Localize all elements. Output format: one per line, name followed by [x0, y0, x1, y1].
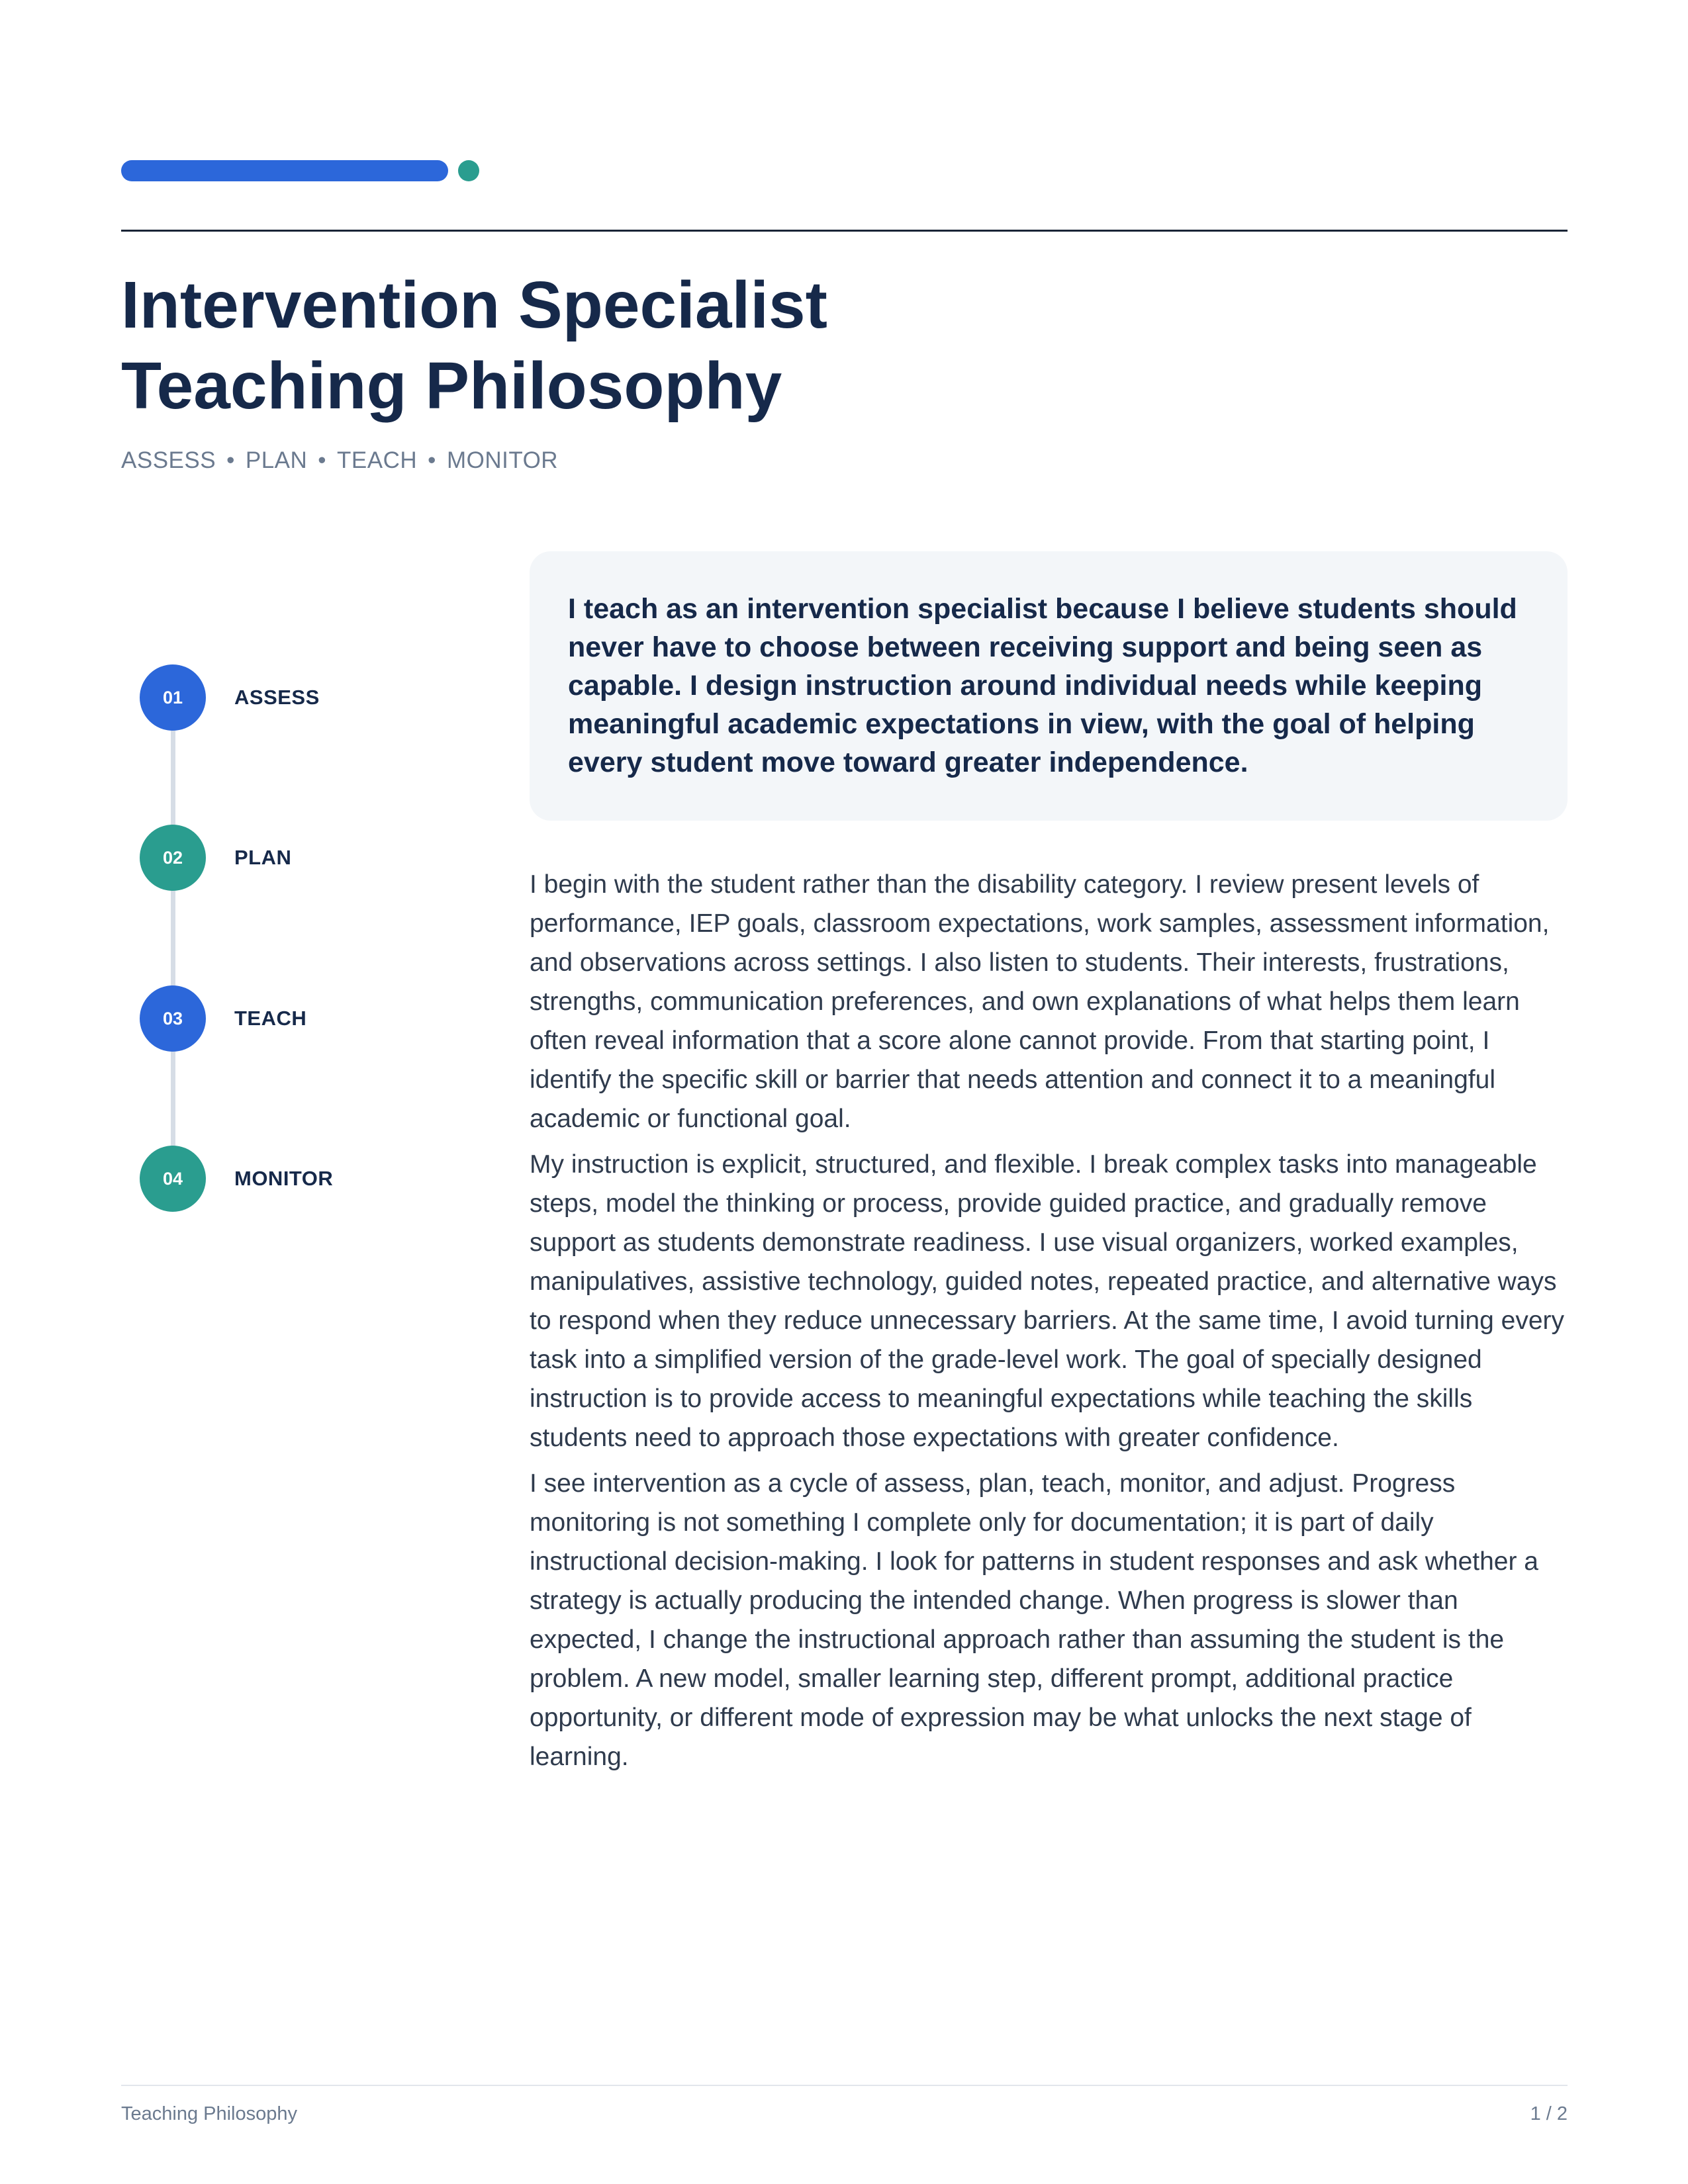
accent-dot [458, 160, 479, 181]
step-number-badge: 02 [140, 825, 206, 891]
timeline-step-plan [140, 825, 291, 891]
timeline-step-assess [140, 664, 320, 731]
accent-bar [121, 160, 448, 181]
step-number-badge: 03 [140, 985, 206, 1052]
subtitle-item-monitor: MONITOR [446, 447, 559, 473]
subtitle-separator: • [318, 447, 327, 473]
step-label: ASSESS [234, 686, 320, 709]
philosophy-callout [530, 551, 1568, 821]
page-title [121, 265, 827, 426]
subtitle-separator: • [428, 447, 436, 473]
body-text [530, 865, 1570, 1783]
step-label: TEACH [234, 1007, 307, 1030]
step-number-badge: 04 [140, 1146, 206, 1212]
subtitle-item-assess: ASSESS [121, 447, 216, 473]
footer-divider [121, 2085, 1568, 2086]
footer-document-title: Teaching Philosophy [121, 2103, 298, 2124]
timeline-step-teach [140, 985, 306, 1052]
footer-page-number: 1 / 2 [1530, 2103, 1568, 2124]
subtitle-steps [121, 447, 558, 474]
paragraph-assess: I begin with the student rather than the disability category. I review present levels of performance, IEP goals, classroom expectations, work samples, assessment information, and observations across settings. I also listen to students. Their interests, frustrations, strengths, communication preferences, and own explanations of what helps them learn often reveal information that a score alone cannot provide. From that starting point, I identify the specific skill or barrier that needs attention and connect it to a meaningful academic or functional goal. [530, 870, 1550, 1133]
step-label: PLAN [234, 846, 292, 869]
timeline-step-monitor [140, 1146, 333, 1212]
paragraph-intervention-cycle: I see intervention as a cycle of assess, plan, teach, monitor, and adjust. Progress monitoring is not something I complete only for documentation; it is part of daily instructional decision-making. I look for patterns in student responses and ask whether a strategy is actually producing the intended change. When progress is slower than expected, I change the instructional approach rather than assuming the student is the problem. A new model, smaller learning step, different prompt, additional practice opportunity, or different mode of expression may be what unlocks the next stage of learning. [530, 1469, 1538, 1771]
subtitle-separator: • [226, 447, 235, 473]
title-line-1: Intervention Specialist [121, 268, 827, 342]
top-divider [121, 230, 1568, 232]
subtitle-item-plan: PLAN [245, 447, 308, 473]
step-number-badge: 01 [140, 664, 206, 731]
timeline-connector [171, 695, 175, 1178]
subtitle-item-teach: TEACH [337, 447, 418, 473]
step-label: MONITOR [234, 1167, 334, 1190]
title-line-2: Teaching Philosophy [121, 349, 782, 423]
callout-text: I teach as an intervention specialist because I believe students should never have to choose between receiving support and being seen as capable. I design instruction around individual needs while keeping meaningful academic expectations in view, with the goal of helping every student move toward greater independence. [568, 593, 1517, 778]
paragraph-instruction: My instruction is explicit, structured, and flexible. I break complex tasks into manageable steps, model the thinking or process, provide guided practice, and gradually remove support as students demonstrate readiness. I use visual organizers, worked examples, manipulatives, assistive technology, guided notes, repeated practice, and alternative ways to respond when they reduce unnecessary barriers. At the same time, I avoid turning every task into a simplified version of the grade-level work. The goal of specially designed instruction is to provide access to meaningful expectations while teaching the skills students need to approach those expectations with greater confidence. [530, 1150, 1564, 1452]
